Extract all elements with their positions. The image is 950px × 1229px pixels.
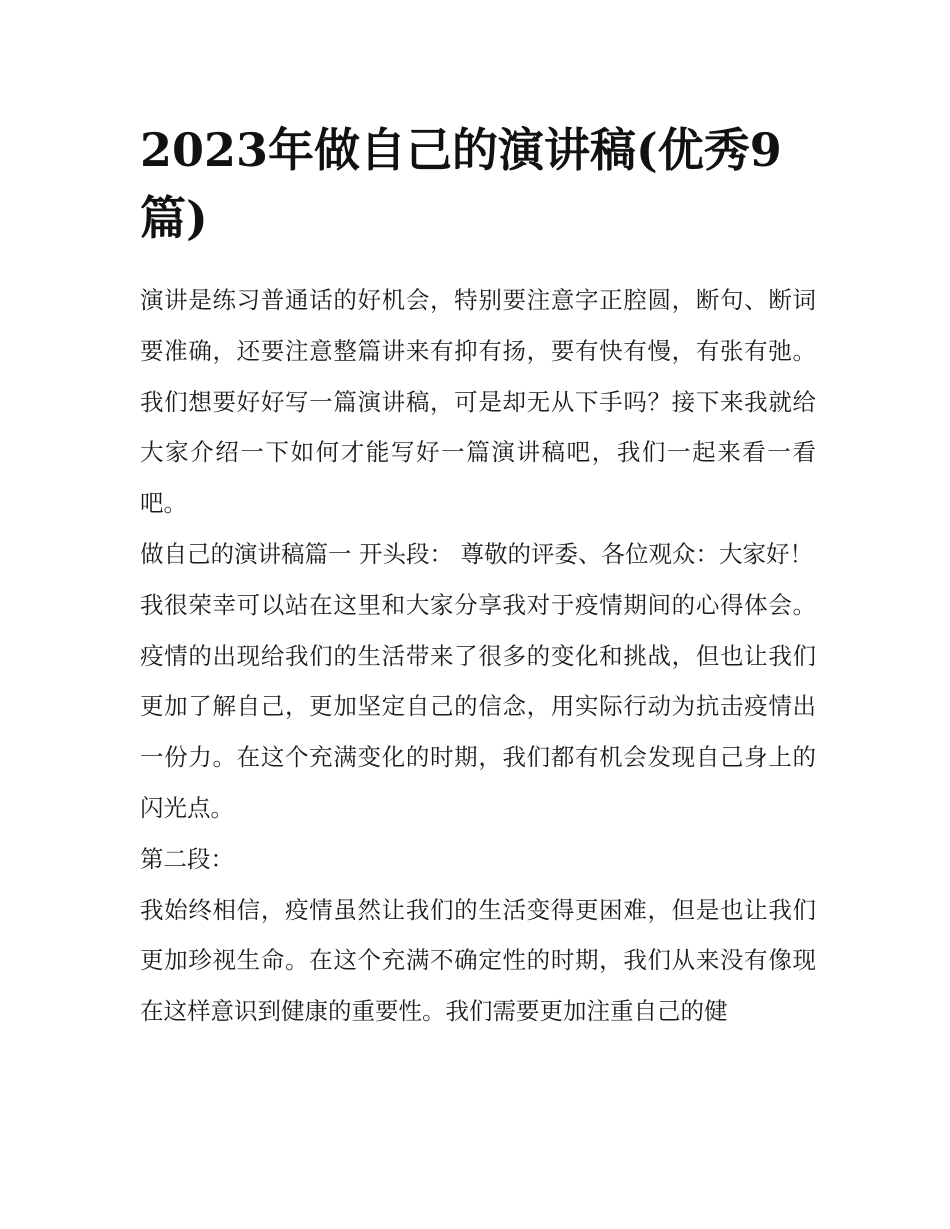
paragraph-intro: 演讲是练习普通话的好机会，特别要注意字正腔圆，断句、断词要准确，还要注意整篇讲来有抑有扬，要有快有慢，有张有弛。我们想要好好写一篇演讲稿，可是却无从下手吗？接下来我就给大家介绍一下如何才能写好一篇演讲稿吧，我们一起来看一看吧。	[140, 286, 816, 518]
document-body	[140, 275, 816, 1037]
paragraph-speech-one-opening: 做自己的演讲稿篇一 开头段： 尊敬的评委、各位观众：大家好！	[140, 539, 813, 568]
paragraph-speech-one-body: 我很荣幸可以站在这里和大家分享我对于疫情期间的心得体会。疫情的出现给我们的生活带来了很多的变化和挑战，但也让我们更加了解自己，更加坚定自己的信念，用实际行动为抗击疫情出一份力。在这个充满变化的时期，我们都有机会发现自己身上的闪光点。	[140, 590, 816, 822]
paragraph-section-two-body: 我始终相信，疫情虽然让我们的生活变得更困难，但是也让我们更加珍视生命。在这个充满不确定性的时期，我们从来没有像现在这样意识到健康的重要性。我们需要更加注重自己的健	[140, 895, 816, 1026]
document-title: 2023年做自己的演讲稿(优秀9篇)	[140, 123, 782, 245]
paragraph-section-two-heading: 第二段：	[140, 844, 234, 873]
